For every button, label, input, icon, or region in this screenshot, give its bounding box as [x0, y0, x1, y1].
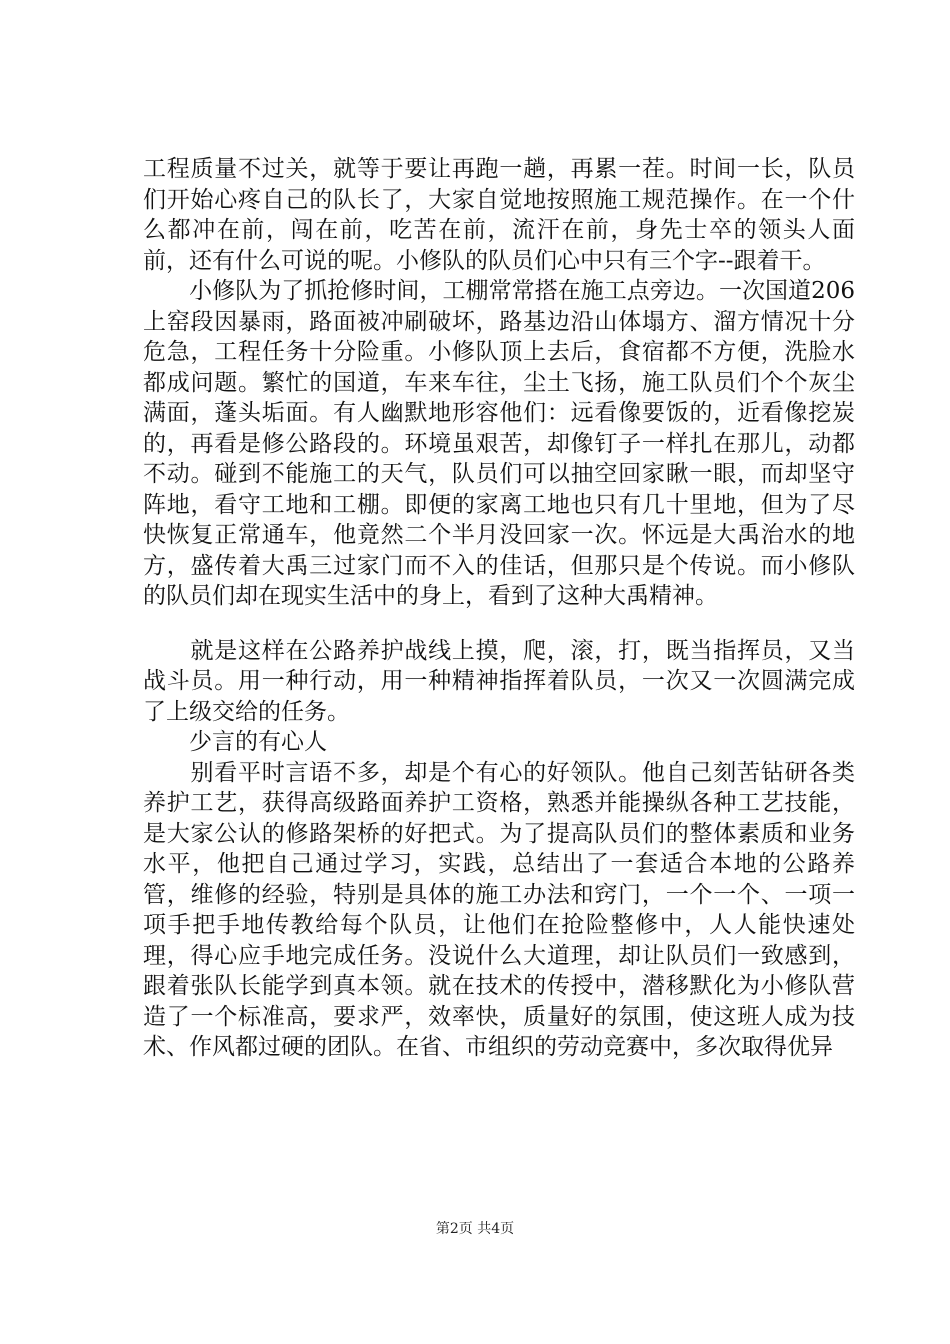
paragraph: 工程质量不过关，就等于要让再跑一趟，再累一茬。时间一长，队员们开始心疼自己的队长了，大家自觉地按照施工规范操作。在一个什么都冲在前，闯在前，吃苦在前，流汗在前，身先士卒的领头人面前，还有什么可说的呢。小修队的队员们心中只有三个字--跟着干。: [143, 156, 855, 274]
paragraph-gap: [143, 612, 855, 636]
document-body: [143, 154, 855, 1063]
paragraph: 别看平时言语不多，却是个有心的好领队。他自己刻苦钻研各类养护工艺，获得高级路面养护工资格，熟悉并能操纵各种工艺技能，是大家公认的修路架桥的好把式。为了提高队员们的整体素质和业务水平，他把自己通过学习，实践，总结出了一套适合本地的公路养管，维修的经验，特别是具体的施工办法和窍门，一个一个、一项一项手把手地传教给每个队员，让他们在抢险整修中，人人能快速处理，得心应手地完成任务。没说什么大道理，却让队员们一致感到，跟着张队长能学到真本领。就在技术的传授中，潜移默化为小修队营造了一个标准高，要求严，效率快，质量好的氛围，使这班人成为技术、作风都过硬的团队。在省、市组织的劳动竞赛中，多次取得优异: [143, 759, 855, 1060]
section-heading: 少言的有心人: [143, 729, 327, 755]
paragraph: 就是这样在公路养护战线上摸，爬，滚，打，既当指挥员，又当战斗员。用一种行动，用一种精神指挥着队员，一次又一次圆满完成了上级交给的任务。: [143, 637, 855, 725]
page-footer: 第2页 共4页: [435, 1221, 515, 1237]
paragraph: 小修队为了抓抢修时间，工棚常常搭在施工点旁边。一次国道206上窑段因暴雨，路面被冲刷破坏，路基边沿山体塌方、溜方情况十分危急，工程任务十分险重。小修队顶上去后，食宿都不方便，洗脸水都成问题。繁忙的国道，车来车往，尘土飞扬，施工队员们个个灰尘满面，蓬头垢面。有人幽默地形容他们：远看像要饭的，近看像挖炭的，再看是修公路段的。环境虽艰苦，却像钉子一样扎在那儿，动都不动。碰到不能施工的天气，队员们可以抽空回家瞅一眼，而却坚守阵地，看守工地和工棚。即便的家离工地也只有几十里地，但为了尽快恢复正常通车，他竟然二个半月没回家一次。怀远是大禹治水的地方，盛传着大禹三过家门而不入的佳话，但那只是个传说。而小修队的队员们却在现实生活中的身上，看到了这种大禹精神。: [143, 278, 855, 609]
